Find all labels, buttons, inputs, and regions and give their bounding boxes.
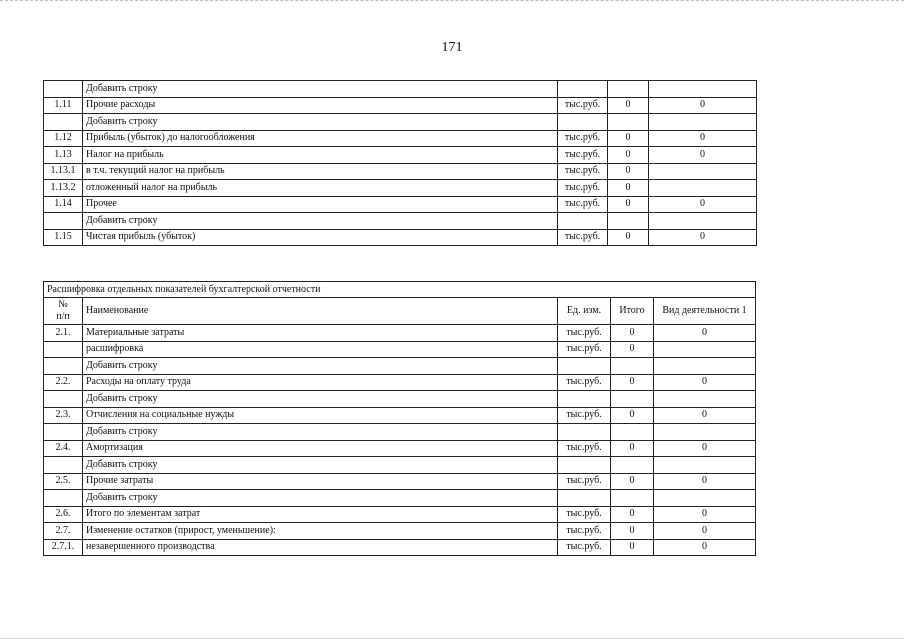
row-number: 1.15	[44, 229, 83, 246]
row-total: 0	[608, 196, 649, 213]
row-number: 1.14	[44, 196, 83, 213]
scan-top-edge	[0, 0, 904, 3]
row-total: 0	[611, 341, 654, 358]
row-activity: 0	[649, 147, 757, 164]
row-name: Чистая прибыль (убыток)	[83, 229, 558, 246]
table-row	[44, 523, 756, 540]
header-name: Наименование	[83, 298, 558, 325]
row-total: 0	[611, 325, 654, 342]
row-name: Добавить строку	[83, 490, 558, 507]
row-total: 0	[611, 506, 654, 523]
row-name: Прибыль (убыток) до налогообложения	[83, 130, 558, 147]
row-unit: тыс.руб.	[558, 196, 608, 213]
row-number	[44, 457, 83, 474]
row-total: 0	[608, 180, 649, 197]
row-number	[44, 341, 83, 358]
table-title-row	[44, 282, 756, 298]
table-header-row	[44, 298, 756, 325]
row-activity: 0	[654, 473, 756, 490]
row-total: 0	[611, 473, 654, 490]
row-total: 0	[608, 229, 649, 246]
row-number	[44, 358, 83, 375]
row-total: 0	[611, 374, 654, 391]
row-number: 2.2.	[44, 374, 83, 391]
table-row	[44, 407, 756, 424]
row-number: 1.12	[44, 130, 83, 147]
table-row	[44, 147, 757, 164]
row-number	[44, 490, 83, 507]
row-unit: тыс.руб.	[558, 341, 611, 358]
row-total	[611, 424, 654, 441]
row-unit: тыс.руб.	[558, 440, 611, 457]
row-unit: тыс.руб.	[558, 407, 611, 424]
row-number: 2.7.1.	[44, 539, 83, 556]
row-number: 1.13	[44, 147, 83, 164]
row-number: 2.3.	[44, 407, 83, 424]
row-activity	[649, 163, 757, 180]
row-unit: тыс.руб.	[558, 130, 608, 147]
row-activity	[649, 114, 757, 131]
table-row	[44, 163, 757, 180]
row-total	[608, 114, 649, 131]
row-name: в т.ч. текущий налог на прибыль	[83, 163, 558, 180]
row-unit	[558, 490, 611, 507]
row-activity: 0	[649, 229, 757, 246]
header-number: № п/п	[44, 298, 83, 325]
row-activity	[649, 81, 757, 98]
header-unit: Ед. изм.	[558, 298, 611, 325]
row-activity: 0	[654, 407, 756, 424]
row-activity: 0	[654, 325, 756, 342]
page-number: 171	[441, 40, 463, 55]
row-unit: тыс.руб.	[558, 523, 611, 540]
row-total	[611, 457, 654, 474]
row-number: 2.4.	[44, 440, 83, 457]
table-row	[44, 130, 757, 147]
table-row	[44, 114, 757, 131]
row-name: Добавить строку	[83, 358, 558, 375]
table-row	[44, 97, 757, 114]
row-name: отложенный налог на прибыль	[83, 180, 558, 197]
table-row	[44, 213, 757, 230]
row-total: 0	[611, 407, 654, 424]
row-number: 2.1.	[44, 325, 83, 342]
table-row	[44, 81, 757, 98]
row-name: Добавить строку	[83, 213, 558, 230]
row-number: 1.11	[44, 97, 83, 114]
row-number	[44, 424, 83, 441]
row-name: Добавить строку	[83, 391, 558, 408]
row-name: Материальные затраты	[83, 325, 558, 342]
row-activity	[654, 424, 756, 441]
header-total: Итого	[611, 298, 654, 325]
row-unit: тыс.руб.	[558, 97, 608, 114]
financial-results-table	[43, 80, 757, 246]
row-name: Отчисления на социальные нужды	[83, 407, 558, 424]
row-name: Прочие расходы	[83, 97, 558, 114]
row-unit: тыс.руб.	[558, 374, 611, 391]
table-row	[44, 325, 756, 342]
row-activity: 0	[654, 506, 756, 523]
row-activity: 0	[654, 374, 756, 391]
row-unit: тыс.руб.	[558, 163, 608, 180]
row-total: 0	[608, 163, 649, 180]
table-row	[44, 196, 757, 213]
table-row	[44, 374, 756, 391]
scan-bottom-edge	[0, 637, 904, 639]
row-unit: тыс.руб.	[558, 473, 611, 490]
row-total: 0	[608, 147, 649, 164]
row-total	[611, 490, 654, 507]
table-row	[44, 473, 756, 490]
row-unit	[558, 114, 608, 131]
row-unit	[558, 81, 608, 98]
table-row	[44, 391, 756, 408]
table-row	[44, 229, 757, 246]
row-unit	[558, 391, 611, 408]
row-total	[611, 358, 654, 375]
row-name: расшифровка	[83, 341, 558, 358]
row-number: 1.13.1	[44, 163, 83, 180]
table-row	[44, 506, 756, 523]
table-row	[44, 490, 756, 507]
row-name: Изменение остатков (прирост, уменьшение):	[83, 523, 558, 540]
table-row	[44, 341, 756, 358]
row-number	[44, 213, 83, 230]
row-number	[44, 81, 83, 98]
row-total: 0	[608, 130, 649, 147]
row-name: Расходы на оплату труда	[83, 374, 558, 391]
row-total: 0	[611, 523, 654, 540]
row-unit	[558, 213, 608, 230]
row-unit	[558, 358, 611, 375]
row-number: 2.5.	[44, 473, 83, 490]
row-total: 0	[611, 539, 654, 556]
row-number	[44, 391, 83, 408]
row-activity	[654, 457, 756, 474]
row-name: Итого по элементам затрат	[83, 506, 558, 523]
row-number: 2.7.	[44, 523, 83, 540]
row-total	[611, 391, 654, 408]
row-unit: тыс.руб.	[558, 229, 608, 246]
row-total	[608, 213, 649, 230]
row-name: Добавить строку	[83, 81, 558, 98]
table-row	[44, 424, 756, 441]
header-activity: Вид деятельности 1	[654, 298, 756, 325]
table-row	[44, 440, 756, 457]
row-number	[44, 114, 83, 131]
row-activity	[649, 213, 757, 230]
row-name: Прочие затраты	[83, 473, 558, 490]
row-name: незавершенного производства	[83, 539, 558, 556]
table-row	[44, 539, 756, 556]
row-unit: тыс.руб.	[558, 180, 608, 197]
row-unit: тыс.руб.	[558, 147, 608, 164]
table-row	[44, 457, 756, 474]
row-activity: 0	[649, 130, 757, 147]
row-total	[608, 81, 649, 98]
row-activity	[649, 180, 757, 197]
row-activity	[654, 358, 756, 375]
row-unit: тыс.руб.	[558, 506, 611, 523]
row-activity: 0	[649, 196, 757, 213]
row-total: 0	[608, 97, 649, 114]
row-activity	[654, 391, 756, 408]
row-unit: тыс.руб.	[558, 325, 611, 342]
row-activity: 0	[654, 523, 756, 540]
row-name: Добавить строку	[83, 457, 558, 474]
row-total: 0	[611, 440, 654, 457]
accounting-breakdown-table	[43, 281, 756, 556]
row-unit	[558, 424, 611, 441]
row-name: Налог на прибыль	[83, 147, 558, 164]
row-activity: 0	[654, 440, 756, 457]
table-row	[44, 358, 756, 375]
row-activity	[654, 341, 756, 358]
table-row	[44, 180, 757, 197]
row-activity	[654, 490, 756, 507]
row-unit	[558, 457, 611, 474]
table-title: Расшифровка отдельных показателей бухгалтерской отчетности	[44, 282, 756, 298]
row-unit: тыс.руб.	[558, 539, 611, 556]
row-activity: 0	[649, 97, 757, 114]
row-name: Добавить строку	[83, 424, 558, 441]
row-name: Прочее	[83, 196, 558, 213]
row-number: 2.6.	[44, 506, 83, 523]
row-name: Добавить строку	[83, 114, 558, 131]
row-name: Амортизация	[83, 440, 558, 457]
row-number: 1.13.2	[44, 180, 83, 197]
row-activity: 0	[654, 539, 756, 556]
